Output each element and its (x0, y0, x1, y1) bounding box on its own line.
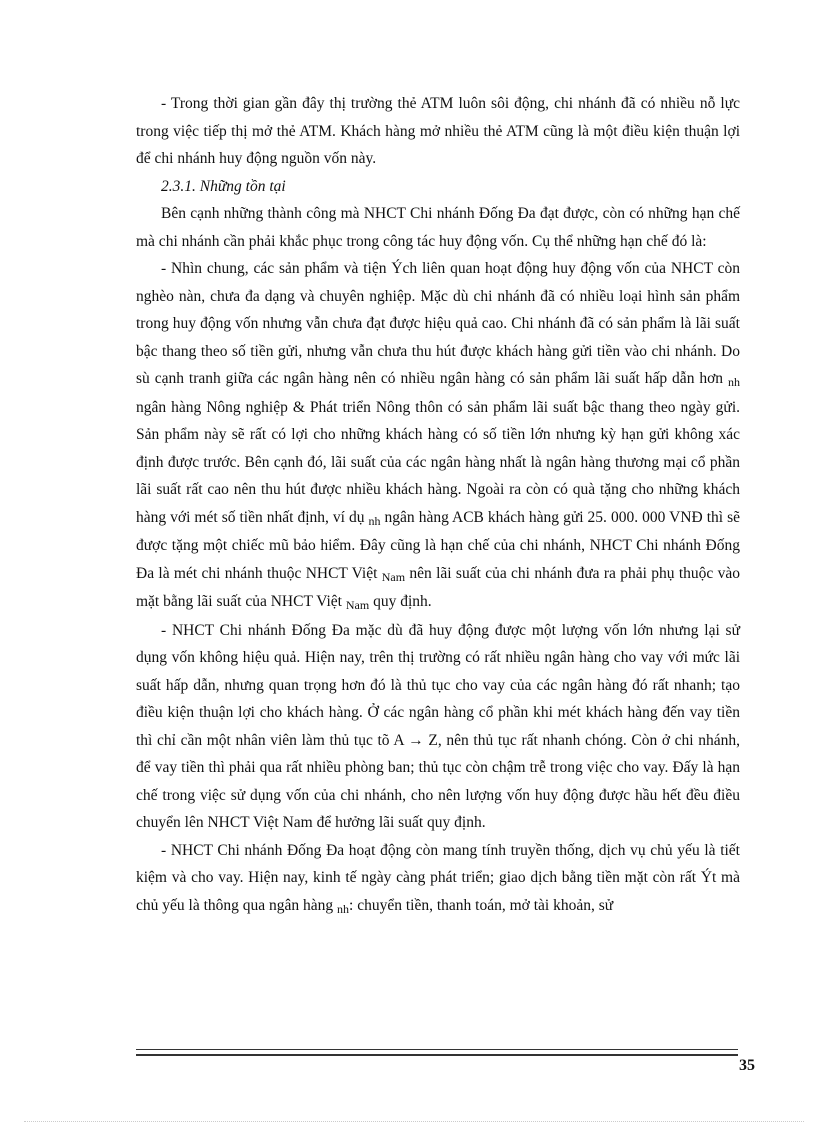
section-heading: 2.3.1. Những tồn tại (161, 177, 286, 195)
text-run-small: Nam (345, 598, 370, 612)
text-run: nên lãi suất của chi nhánh đưa ra phải phụ thuộc vào mặt bằng lãi suất của NHCT Việt (136, 564, 740, 610)
text-run: ngân hàng Nông nghiệp & Phát triển Nông thôn có sản phẩm lãi suất bậc thang theo ngày gửi. Sản phẩm này sẽ rất có lợi cho những khách hàng có số tiền lớn nhưng kỳ hạn gửi không xác định được trước. Bên cạnh đó, lãi suất của các ngân hàng nhất là ngân hàng thương mại cổ phần lãi suất rất cao nên thu hút được nhiều khách hàng. Ngoài ra còn có quà tặng cho những khách hàng với mét số tiền nhất định, ví dụ (136, 398, 740, 526)
paragraph-traditional (136, 837, 740, 921)
text-run: quy định. (369, 593, 432, 610)
paragraph-intro: Bên cạnh những thành công mà NHCT Chi nhánh Đống Đa đạt được, còn có những hạn chế mà chi nhánh cần phải khắc phục trong công tác huy động vốn. Cụ thể những hạn chế đó là: (136, 205, 740, 250)
text-run-small: Nam (381, 569, 406, 584)
text-run: : chuyển tiền, thanh toán, mở tài khoản, sử (349, 896, 614, 914)
paragraph-lending: - NHCT Chi nhánh Đống Đa mặc dù đã huy động được một lượng vốn lớn nhưng lại sử dụng vốn không hiệu quả. Hiện nay, trên thị trường có rất nhiều ngân hàng cho vay với mức lãi suất hấp dẫn, nhưng quan trọng hơn đó là thủ tục cho vay của các ngân hàng đó rất nhanh; tạo điều kiện thuận lợi cho khách hàng. Ở các ngân hàng cổ phần khi mét khách hàng đến vay tiền thì chỉ cần một nhân viên làm thủ tục tõ A → Z, nên thủ tục rất nhanh chóng. Còn ở chi nhánh, để vay tiền thì phải qua rất nhiều phòng ban; thủ tục còn chậm trễ trong việc cho vay. Đấy là hạn chế trong việc sử dụng vốn của chi nhánh, cho nên lượng vốn huy động được hầu hết đều điều chuyển lên NHCT Việt Nam để hưởng lãi suất quy định. (136, 621, 740, 831)
paragraph-atm: - Trong thời gian gần đây thị trường thẻ ATM luôn sôi động, chi nhánh đã có nhiều nỗ lực trong việc tiếp thị mở thẻ ATM. Khách hàng mở nhiều thẻ ATM cũng là một điều kiện thuận lợi để chi nhánh huy động nguồn vốn này. (136, 95, 740, 167)
footer-divider (136, 1049, 738, 1056)
text-run-small: nh (337, 901, 350, 916)
text-run: - NHCT Chi nhánh Đống Đa hoạt động còn mang tính truyền thống, dịch vụ chủ yếu là tiết kiệm và cho vay. Hiện nay, kinh tế ngày càng phát triển; giao dịch bằng tiền mặt còn rất Ýt mà chủ yếu là thông qua ngân hàng (136, 841, 740, 914)
text-run: - Nhìn chung, các sản phẩm và tiện Ých liên quan hoạt động huy động vốn của NHCT còn nghèo nàn, chưa đa dạng và chuyên nghiệp. Mặc dù chi nhánh đã có nhiều loại hình sản phẩm trong huy động vốn nhưng vẫn chưa đạt được hiệu quả cao. Chi nhánh đã có sản phẩm là lãi suất bậc thang theo số tiền gửi, nhưng vẫn chưa thu hút được khách hàng gửi tiền vào chi nhánh. Do sù cạnh tranh giữa các ngân hàng nên có nhiều ngân hàng có sản phẩm lãi suất hấp dẫn hơn (136, 260, 740, 387)
text-run-small: nh (728, 375, 740, 389)
paragraph-products (136, 255, 740, 617)
text-run: ngân hàng ACB khách hàng gửi 25. 000. 000 VNĐ thì sẽ được tặng một chiếc mũ bảo hiểm. Đây cũng là hạn chế của chi nhánh, NHCT Chi nhánh Đống Đa là mét chi nhánh thuộc NHCT Việt (136, 508, 740, 582)
page-bottom-edge (24, 1121, 804, 1122)
text-run-small: nh (368, 513, 381, 528)
page-number: 35 (739, 1057, 755, 1074)
page-body (136, 90, 740, 920)
